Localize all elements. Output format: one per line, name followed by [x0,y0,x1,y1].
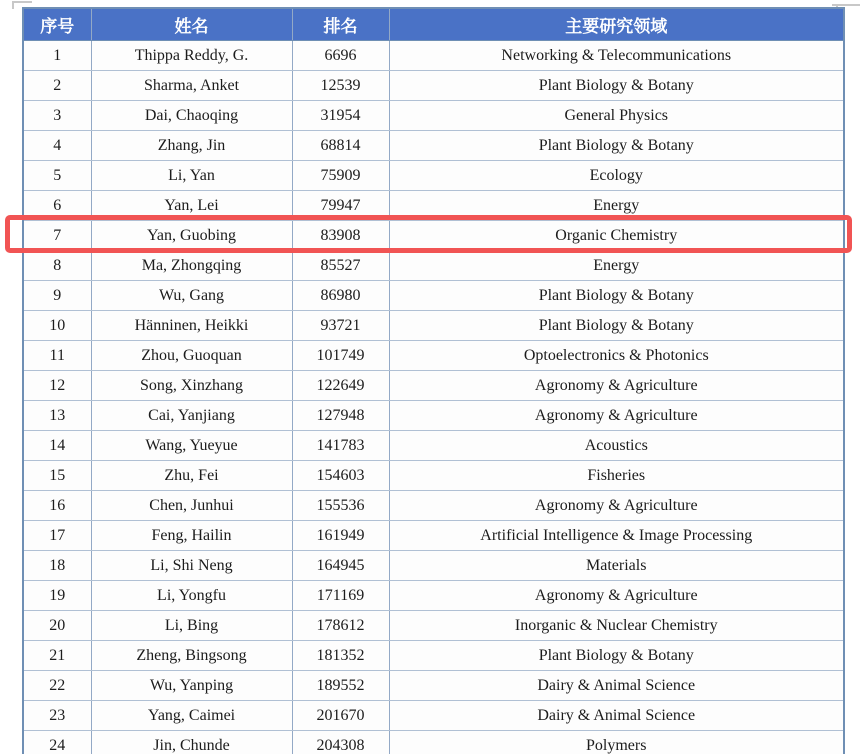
cell-index: 20 [23,611,91,641]
cell-name: Hänninen, Heikki [91,311,292,341]
cell-name: Yang, Caimei [91,701,292,731]
cell-rank: 75909 [292,161,389,191]
cell-name: Yan, Guobing [91,221,292,251]
table-row [23,641,844,671]
cell-field: Materials [389,551,844,581]
table-row [23,521,844,551]
cell-rank: 122649 [292,371,389,401]
table-row [23,221,844,251]
cell-index: 23 [23,701,91,731]
cell-field: Agronomy & Agriculture [389,401,844,431]
cell-field: Acoustics [389,431,844,461]
cell-name: Thippa Reddy, G. [91,41,292,71]
cell-name: Zhou, Guoquan [91,341,292,371]
table-row [23,161,844,191]
cell-name: Zhu, Fei [91,461,292,491]
cell-index: 6 [23,191,91,221]
cell-field: Networking & Telecommunications [389,41,844,71]
cell-name: Chen, Junhui [91,491,292,521]
cell-name: Li, Shi Neng [91,551,292,581]
cell-name: Ma, Zhongqing [91,251,292,281]
cell-index: 14 [23,431,91,461]
table-row [23,341,844,371]
column-header-field: 主要研究领域 [389,8,844,41]
cell-field: Agronomy & Agriculture [389,581,844,611]
cell-index: 8 [23,251,91,281]
cell-index: 1 [23,41,91,71]
table-row [23,131,844,161]
table-row [23,191,844,221]
cell-field: Energy [389,251,844,281]
cell-index: 5 [23,161,91,191]
cell-rank: 154603 [292,461,389,491]
cell-index: 17 [23,521,91,551]
table-row [23,101,844,131]
cell-field: Dairy & Animal Science [389,701,844,731]
cell-rank: 31954 [292,101,389,131]
cell-index: 4 [23,131,91,161]
cell-rank: 83908 [292,221,389,251]
cell-field: Plant Biology & Botany [389,71,844,101]
cell-index: 3 [23,101,91,131]
cell-index: 21 [23,641,91,671]
table-row [23,551,844,581]
table-header-row [23,8,844,41]
cell-field: Dairy & Animal Science [389,671,844,701]
cell-name: Li, Bing [91,611,292,641]
cell-index: 22 [23,671,91,701]
cell-index: 11 [23,341,91,371]
crop-artifact-top-left [12,1,32,3]
cell-index: 10 [23,311,91,341]
table-row [23,41,844,71]
table-row [23,281,844,311]
cell-rank: 164945 [292,551,389,581]
cell-rank: 85527 [292,251,389,281]
cell-rank: 141783 [292,431,389,461]
cell-rank: 6696 [292,41,389,71]
cell-rank: 101749 [292,341,389,371]
table-row [23,431,844,461]
table-row [23,461,844,491]
cell-field: Plant Biology & Botany [389,641,844,671]
cell-rank: 189552 [292,671,389,701]
cell-index: 7 [23,221,91,251]
table-row [23,731,844,754]
table-row [23,611,844,641]
column-header-rank: 排名 [292,8,389,41]
cell-rank: 86980 [292,281,389,311]
cell-name: Cai, Yanjiang [91,401,292,431]
cell-rank: 161949 [292,521,389,551]
cell-field: Inorganic & Nuclear Chemistry [389,611,844,641]
crop-artifact-top-left-tick [12,1,14,9]
cell-name: Yan, Lei [91,191,292,221]
cell-rank: 181352 [292,641,389,671]
cell-name: Wang, Yueyue [91,431,292,461]
table-row [23,311,844,341]
table-row [23,401,844,431]
cell-rank: 127948 [292,401,389,431]
table-row [23,251,844,281]
cell-field: Plant Biology & Botany [389,281,844,311]
cell-field: Plant Biology & Botany [389,131,844,161]
cell-index: 13 [23,401,91,431]
cell-field: Organic Chemistry [389,221,844,251]
cell-field: Ecology [389,161,844,191]
table-row [23,581,844,611]
cell-name: Song, Xinzhang [91,371,292,401]
cell-field: Agronomy & Agriculture [389,371,844,401]
cell-name: Jin, Chunde [91,731,292,754]
cell-rank: 204308 [292,731,389,754]
cell-index: 2 [23,71,91,101]
table-row [23,371,844,401]
cell-rank: 155536 [292,491,389,521]
cell-rank: 68814 [292,131,389,161]
cell-index: 16 [23,491,91,521]
cell-rank: 12539 [292,71,389,101]
cell-field: Artificial Intelligence & Image Processing [389,521,844,551]
cell-rank: 79947 [292,191,389,221]
cell-field: Energy [389,191,844,221]
cell-field: Agronomy & Agriculture [389,491,844,521]
cell-name: Sharma, Anket [91,71,292,101]
cell-name: Zheng, Bingsong [91,641,292,671]
cell-name: Zhang, Jin [91,131,292,161]
column-header-name: 姓名 [91,8,292,41]
cell-index: 19 [23,581,91,611]
cell-rank: 171169 [292,581,389,611]
cell-field: General Physics [389,101,844,131]
cell-name: Wu, Yanping [91,671,292,701]
cell-name: Feng, Hailin [91,521,292,551]
cell-index: 24 [23,731,91,754]
cell-field: Fisheries [389,461,844,491]
cell-rank: 201670 [292,701,389,731]
cell-rank: 178612 [292,611,389,641]
cell-name: Li, Yan [91,161,292,191]
table-row [23,671,844,701]
cell-name: Wu, Gang [91,281,292,311]
cell-name: Dai, Chaoqing [91,101,292,131]
table-row [23,491,844,521]
cell-index: 18 [23,551,91,581]
cell-field: Plant Biology & Botany [389,311,844,341]
cell-field: Optoelectronics & Photonics [389,341,844,371]
table-row [23,701,844,731]
column-header-index: 序号 [23,8,91,41]
cell-field: Polymers [389,731,844,754]
researcher-ranking-table [22,7,845,754]
cell-index: 12 [23,371,91,401]
table-row [23,71,844,101]
cell-index: 9 [23,281,91,311]
cell-index: 15 [23,461,91,491]
cell-name: Li, Yongfu [91,581,292,611]
cell-rank: 93721 [292,311,389,341]
